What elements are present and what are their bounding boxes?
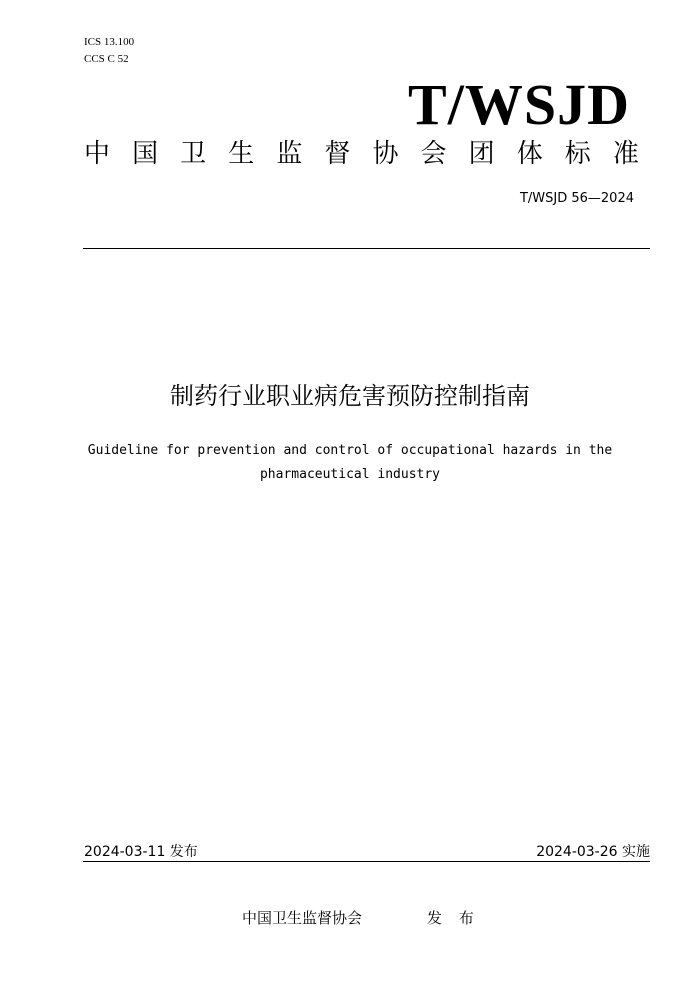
document-title-en: Guideline for prevention and control of occupational hazards in the pharmaceutical industry bbox=[87, 443, 613, 482]
banner-char: 协 bbox=[372, 139, 399, 169]
ccs-code: CCS C 52 bbox=[84, 53, 129, 65]
header-divider bbox=[83, 248, 650, 249]
banner-char: 监 bbox=[276, 139, 303, 169]
banner-char: 生 bbox=[228, 139, 255, 169]
footer-divider bbox=[83, 861, 650, 862]
banner-char: 准 bbox=[612, 139, 639, 169]
banner-char: 督 bbox=[324, 139, 351, 169]
standard-number: T/WSJD 56—2024 bbox=[519, 191, 634, 206]
banner-char: 国 bbox=[132, 139, 159, 169]
banner-char: 体 bbox=[516, 139, 543, 169]
banner-char: 中 bbox=[84, 139, 111, 169]
document-title-zh: 制药行业职业病危害预防控制指南 bbox=[170, 382, 530, 410]
publish-label: 发 布 bbox=[427, 909, 480, 927]
ics-code: ICS 13.100 bbox=[84, 36, 135, 48]
banner-char: 标 bbox=[564, 139, 591, 169]
banner-char: 团 bbox=[468, 139, 495, 169]
publisher-name: 中国卫生监督协会 bbox=[242, 909, 363, 927]
publish-date: 2024-03-11 发布 bbox=[84, 844, 198, 860]
organization-banner bbox=[84, 137, 639, 171]
banner-char: 卫 bbox=[180, 139, 207, 169]
banner-char: 会 bbox=[420, 139, 447, 169]
standard-logo: T/WSJD bbox=[408, 72, 630, 137]
implement-date: 2024-03-26 实施 bbox=[536, 844, 650, 860]
